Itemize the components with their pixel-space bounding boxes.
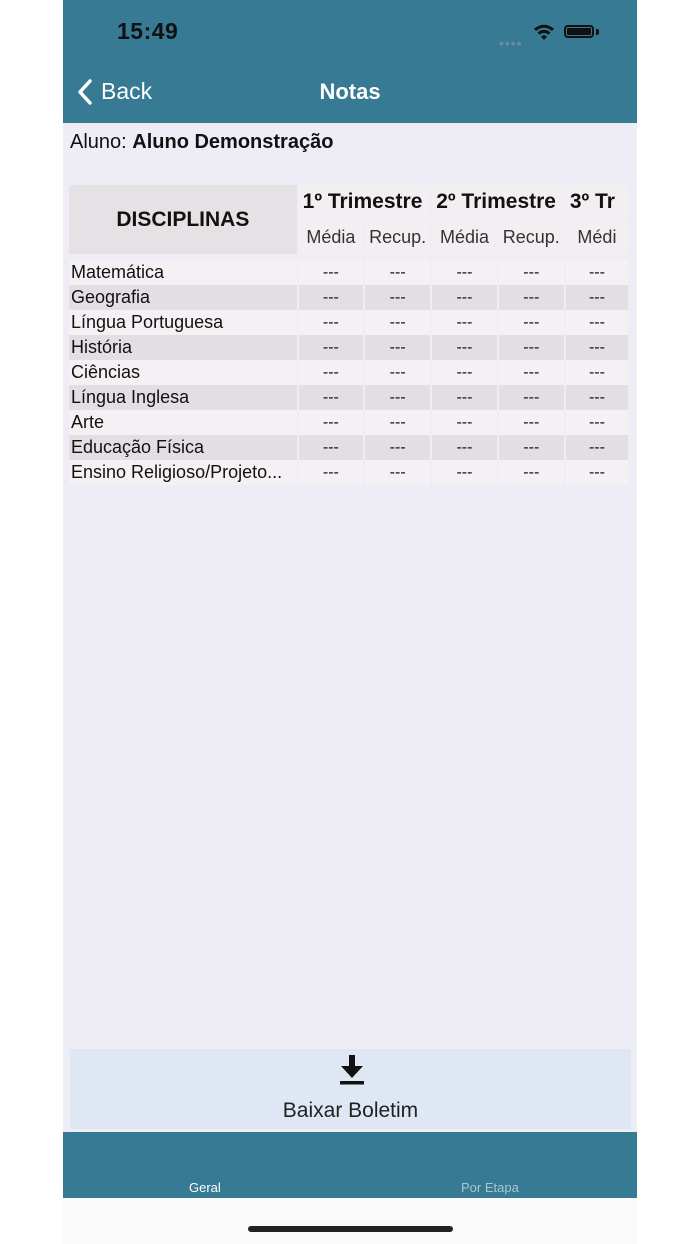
subject-name: Língua Portuguesa [69,310,297,335]
grade-cell: --- [432,335,496,360]
subheader-recup: Recup. [499,219,564,254]
grade-cell: --- [499,385,564,410]
grade-cell: --- [299,410,363,435]
term-header: 2º Trimestre [432,185,564,219]
home-indicator[interactable] [248,1226,453,1232]
tab-bar [63,1132,637,1198]
grade-cell: --- [499,285,564,310]
table-row [69,460,628,485]
grade-cell: --- [566,435,628,460]
grade-cell: --- [299,335,363,360]
grade-cell: --- [365,285,430,310]
grade-cell: --- [499,335,564,360]
tab-geral[interactable]: Geral [189,1180,221,1195]
grade-cell: --- [432,435,496,460]
grade-cell: --- [566,285,628,310]
home-area [63,1198,637,1244]
table-row [69,310,628,335]
grade-cell: --- [432,410,496,435]
subject-name: Ciências [69,360,297,385]
grade-cell: --- [432,310,496,335]
table-row [69,285,628,310]
table-row [69,260,628,285]
grade-cell: --- [299,310,363,335]
subheader-recup: Recup. [365,219,430,254]
subject-name: Matemática [69,260,297,285]
header-disciplinas: DISCIPLINAS [69,185,297,254]
subheader-media: Médi [566,219,628,254]
back-label: Back [101,78,153,104]
tab-por-etapa[interactable]: Por Etapa [461,1180,519,1195]
grade-cell: --- [566,335,628,360]
nav-header [63,0,637,123]
table-row [69,360,628,385]
grade-cell: --- [566,360,628,385]
grade-cell: --- [365,310,430,335]
grade-cell: --- [499,360,564,385]
student-line [70,131,333,154]
grade-cell: --- [432,260,496,285]
grade-cell: --- [499,435,564,460]
grades-table [69,185,630,485]
grade-cell: --- [432,360,496,385]
subject-name: Ensino Religioso/Projeto... [69,460,297,485]
app-screen [63,0,637,1244]
grade-cell: --- [365,335,430,360]
grade-cell: --- [566,385,628,410]
grade-cell: --- [499,410,564,435]
grade-cell: --- [566,260,628,285]
grade-cell: --- [299,385,363,410]
grade-cell: --- [566,310,628,335]
subject-name: Língua Inglesa [69,385,297,410]
grade-cell: --- [365,360,430,385]
signal-icon: •••• [499,35,523,51]
download-label: Baixar Boletim [282,1099,419,1122]
download-report-button[interactable] [70,1049,631,1129]
subheader-media: Média [432,219,496,254]
grade-cell: --- [499,260,564,285]
wifi-icon [533,22,555,42]
page-title: Notas [319,79,381,104]
table-row [69,335,628,360]
grade-cell: --- [365,410,430,435]
grade-cell: --- [365,385,430,410]
subheader-media: Média [299,219,363,254]
grade-cell: --- [299,360,363,385]
table-row [69,385,628,410]
grade-cell: --- [499,460,564,485]
grade-cell: --- [566,410,628,435]
battery-tip [596,29,599,35]
grades-table-scroll[interactable] [69,185,630,487]
grade-cell: --- [432,285,496,310]
grade-cell: --- [365,260,430,285]
battery-icon [564,25,594,38]
grade-cell: --- [365,435,430,460]
grade-cell: --- [432,385,496,410]
subject-name: Arte [69,410,297,435]
subject-name: Educação Física [69,435,297,460]
grade-cell: --- [299,260,363,285]
table-row [69,410,628,435]
student-label: Aluno: [70,131,127,153]
grade-cell: --- [432,460,496,485]
term-header: 3º Tr [566,185,628,219]
download-icon [338,1054,366,1086]
grade-cell: --- [299,285,363,310]
grade-cell: --- [566,460,628,485]
grade-cell: --- [499,310,564,335]
grade-cell: --- [299,435,363,460]
student-name: Aluno Demonstração [132,131,334,153]
status-time: 15:49 [117,18,179,44]
subject-name: História [69,335,297,360]
subject-name: Geografia [69,285,297,310]
grade-cell: --- [365,460,430,485]
grade-cell: --- [299,460,363,485]
table-row [69,435,628,460]
term-header: 1º Trimestre [299,185,431,219]
